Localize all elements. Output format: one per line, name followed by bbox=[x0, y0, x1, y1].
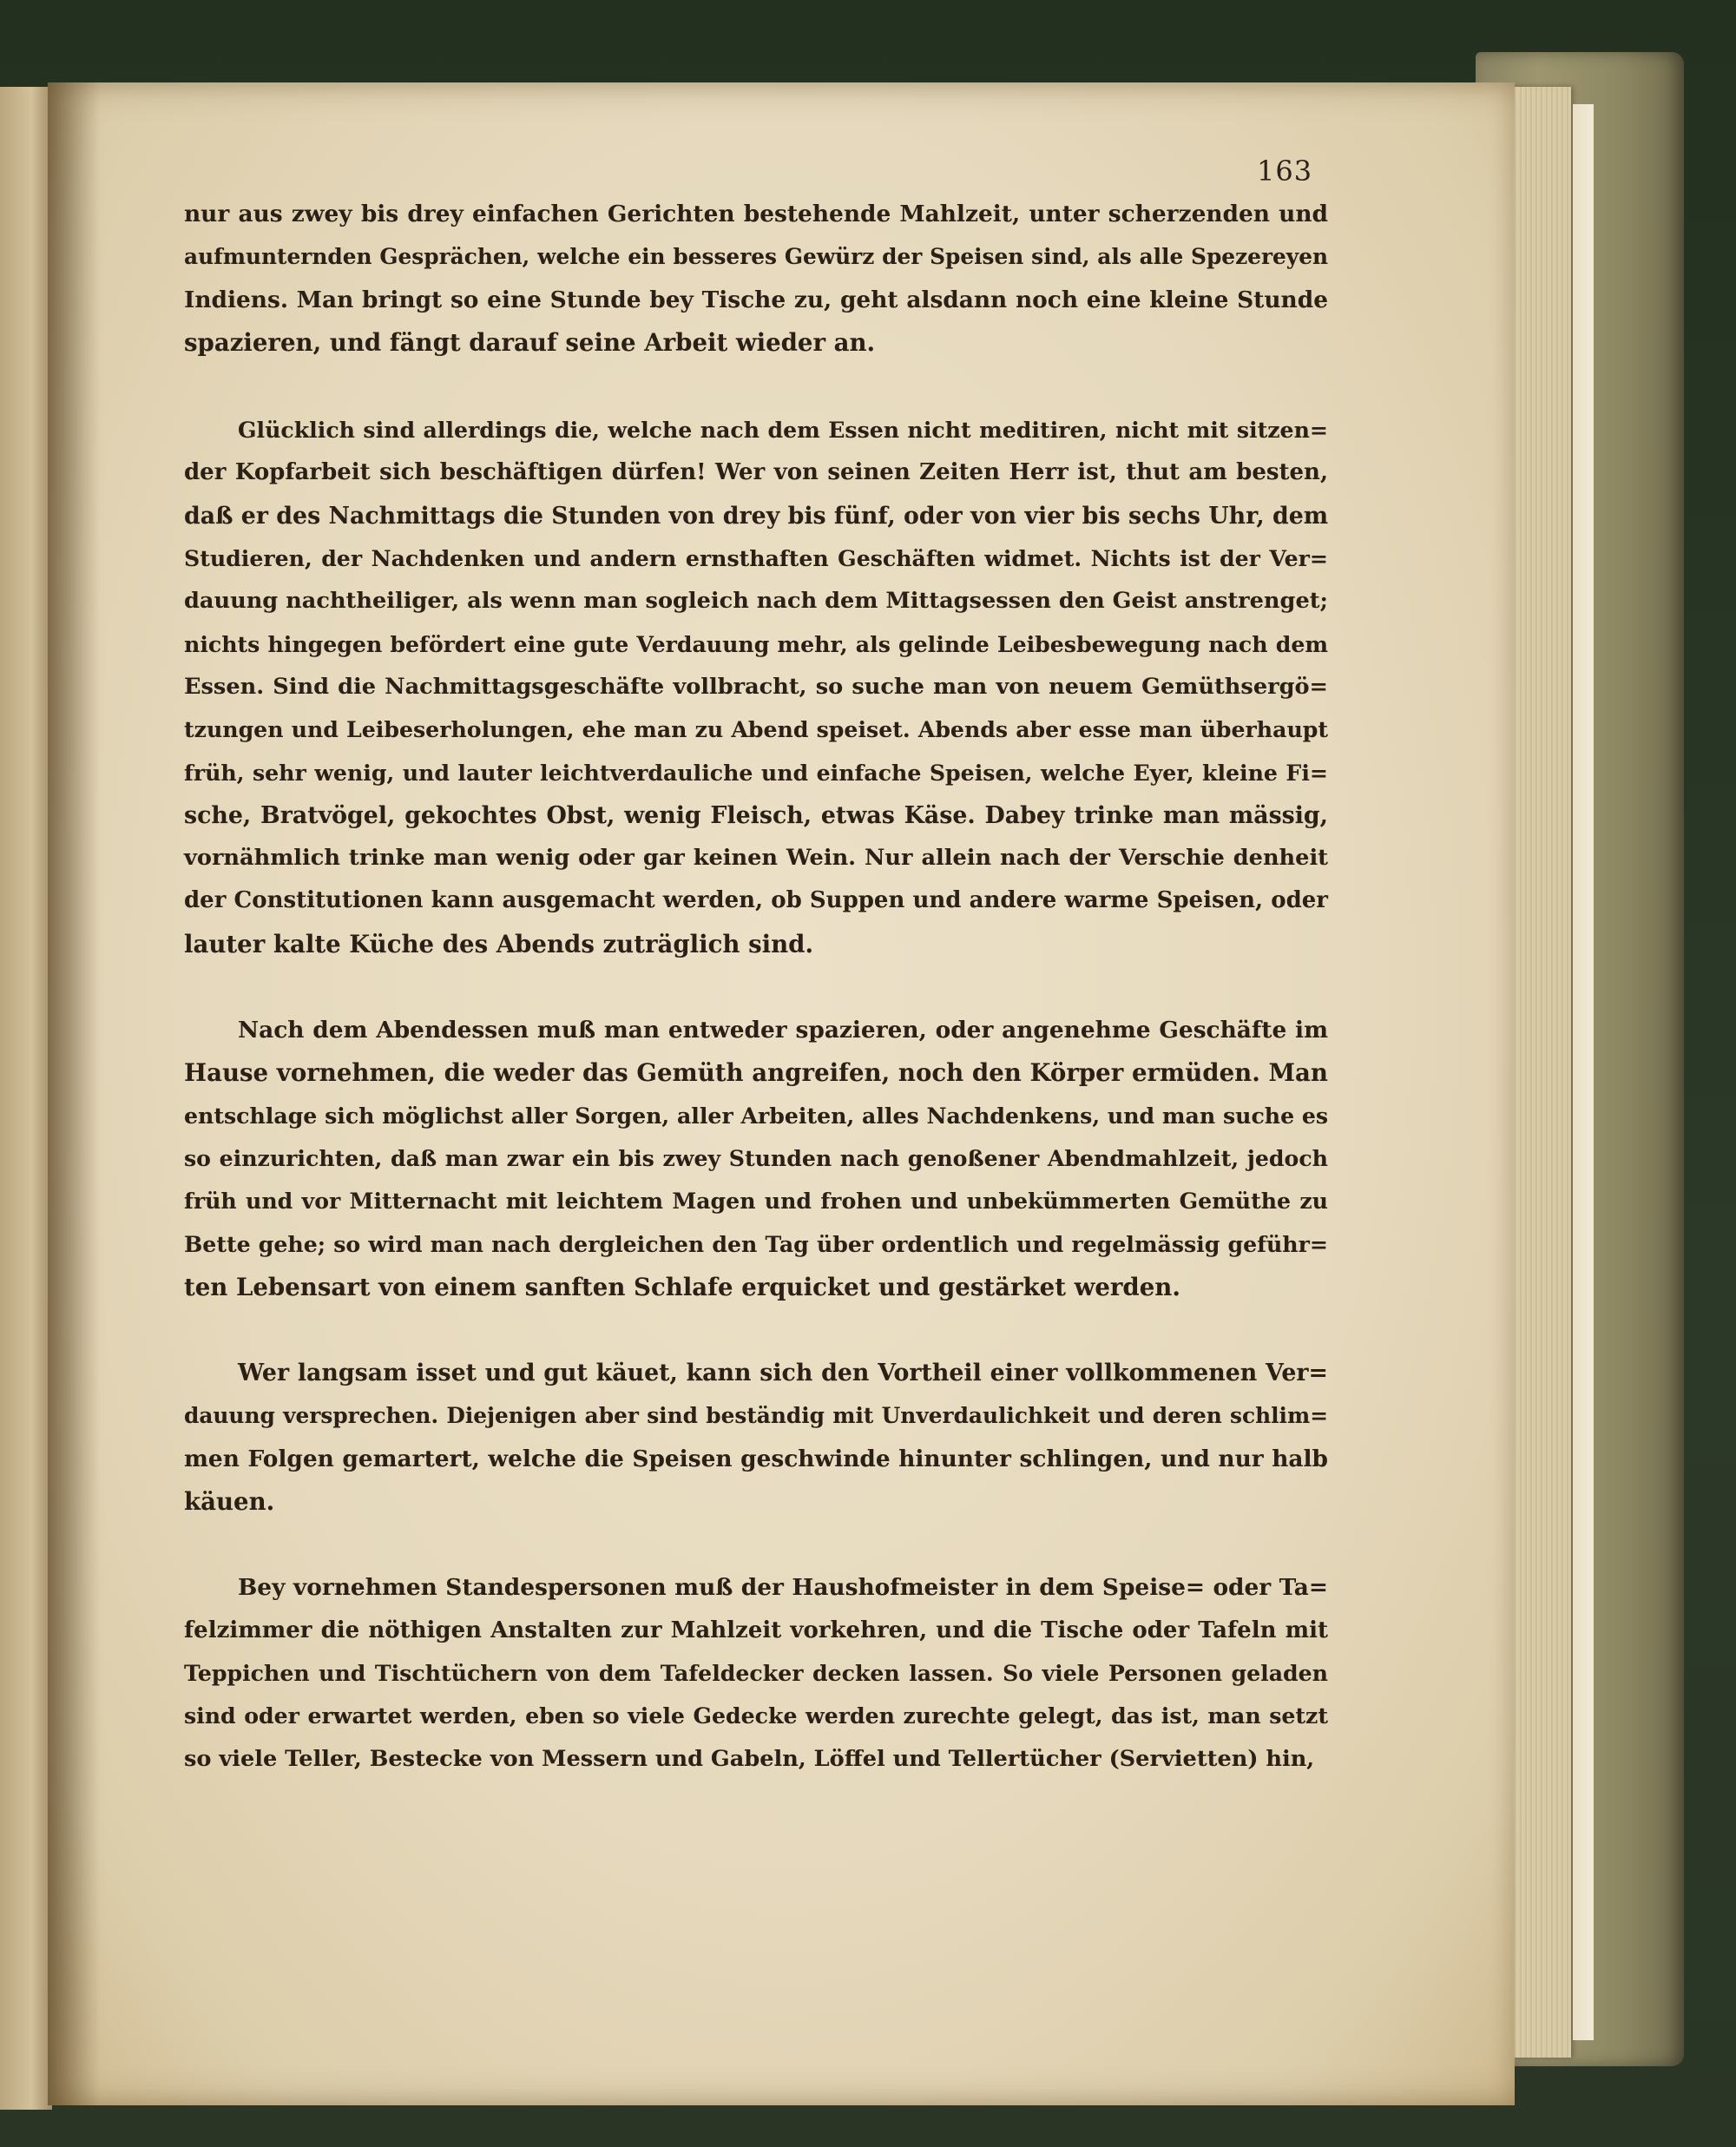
left-page-edge bbox=[0, 87, 52, 2110]
page-text bbox=[184, 193, 1328, 1824]
page-number: 163 bbox=[1257, 155, 1313, 188]
text-line: Glücklich sind allerdings die, welche nach dem Essen nicht meditiren, nicht mit sitzen= bbox=[238, 417, 1328, 444]
text-line: früh und vor Mitternacht mit leichtem Magen und frohen und unbekümmerten Gemüthe zu bbox=[184, 1188, 1328, 1215]
text-line: Indiens. Man bringt so eine Stunde bey Tische zu, geht alsdann noch eine kleine Stunde bbox=[184, 286, 1328, 313]
text-line: der Kopfarbeit sich beschäftigen dürfen! Wer von seinen Zeiten Herr ist, thut am besten, bbox=[184, 459, 1328, 486]
text-line: der Constitutionen kann ausgemacht werden, ob Suppen und andere warme Speisen, oder bbox=[184, 887, 1328, 914]
paragraph bbox=[184, 193, 1328, 364]
text-line: früh, sehr wenig, und lauter leichtverdauliche und einfache Speisen, welche Eyer, kleine Fi= bbox=[184, 759, 1328, 786]
text-line: dauung versprechen. Diejenigen aber sind beständig mit Unverdaulichkeit und deren schlim= bbox=[184, 1403, 1328, 1429]
paragraph bbox=[184, 1352, 1328, 1523]
text-line: felzimmer die nöthigen Anstalten zur Mahlzeit vorkehren, und die Tische oder Tafeln mit bbox=[184, 1617, 1328, 1643]
text-line: aufmunternden Gesprächen, welche ein besseres Gewürz der Speisen sind, als alle Spezereyen bbox=[184, 244, 1328, 270]
text-line: tzungen und Leibeserholungen, ehe man zu Abend speiset. Abends aber esse man überhaupt bbox=[184, 716, 1328, 743]
text-line: Teppichen und Tischtüchern von dem Tafeldecker decken lassen. So viele Personen geladen bbox=[184, 1659, 1328, 1686]
text-line: Essen. Sind die Nachmittagsgeschäfte vollbracht, so suche man von neuem Gemüthsergö= bbox=[184, 673, 1328, 700]
text-line: ten Lebensart von einem sanften Schlafe erquicket und gestärket werden. bbox=[184, 1272, 1180, 1301]
text-line: Studieren, der Nachdenken und andern ernsthaften Geschäften widmet. Nichts ist der Ver= bbox=[184, 545, 1328, 572]
text-line: nichts hingegen befördert eine gute Verdauung mehr, als gelinde Leibesbewegung nach dem bbox=[184, 630, 1328, 657]
page-edge-fold bbox=[1573, 104, 1594, 2040]
text-line: men Folgen gemartert, welche die Speisen geschwinde hinunter schlingen, und nur halb bbox=[184, 1445, 1328, 1472]
text-line: Bey vornehmen Standespersonen muß der Haushofmeister in dem Speise= oder Ta= bbox=[238, 1574, 1328, 1602]
text-line: so einzurichten, daß man zwar ein bis zwey Stunden nach genoßener Abendmahlzeit, jedoch bbox=[184, 1144, 1328, 1171]
text-line: käuen. bbox=[184, 1487, 275, 1517]
text-line: nur aus zwey bis drey einfachen Gerichten bestehende Mahlzeit, unter scherzenden und bbox=[184, 201, 1328, 227]
text-line: sche, Bratvögel, gekochtes Obst, wenig Fleisch, etwas Käse. Dabey trinke man mässig, bbox=[184, 801, 1328, 829]
paragraph bbox=[184, 409, 1328, 965]
gutter-shadow bbox=[48, 82, 100, 2105]
text-line: Nach dem Abendessen muß man entweder spazieren, oder angenehme Geschäfte im bbox=[238, 1017, 1328, 1044]
text-line: so viele Teller, Bestecke von Messern und Gabeln, Löffel und Tellertücher (Servietten) hin, bbox=[184, 1745, 1315, 1772]
text-line: Bette gehe; so wird man nach dergleichen den Tag über ordentlich und regelmässig geführ= bbox=[184, 1230, 1328, 1257]
text-line: entschlage sich möglichst aller Sorgen, aller Arbeiten, alles Nachdenkens, und man suche es bbox=[184, 1102, 1329, 1129]
text-line: Hause vornehmen, die weder das Gemüth angreifen, noch den Körper ermüden. Man bbox=[184, 1058, 1328, 1088]
text-line: lauter kalte Küche des Abends zuträglich sind. bbox=[184, 929, 814, 958]
text-line: vornähmlich trinke man wenig oder gar keinen Wein. Nur allein nach der Verschie denheit bbox=[184, 845, 1328, 872]
paragraph bbox=[184, 1009, 1328, 1308]
text-line: dauung nachtheiliger, als wenn man sogleich nach dem Mittagsessen den Geist anstrenget; bbox=[184, 588, 1328, 615]
text-line: sind oder erwartet werden, eben so viele Gedecke werden zurechte gelegt, das ist, man setzt bbox=[184, 1702, 1328, 1729]
paragraph bbox=[184, 1566, 1328, 1780]
text-line: spazieren, und fängt darauf seine Arbeit wieder an. bbox=[184, 327, 876, 357]
text-line: Wer langsam isset und gut käuet, kann sich den Vortheil einer vollkommenen Ver= bbox=[238, 1360, 1328, 1387]
text-line: daß er des Nachmittags die Stunden von drey bis fünf, oder von vier bis sechs Uhr, dem bbox=[184, 502, 1329, 530]
